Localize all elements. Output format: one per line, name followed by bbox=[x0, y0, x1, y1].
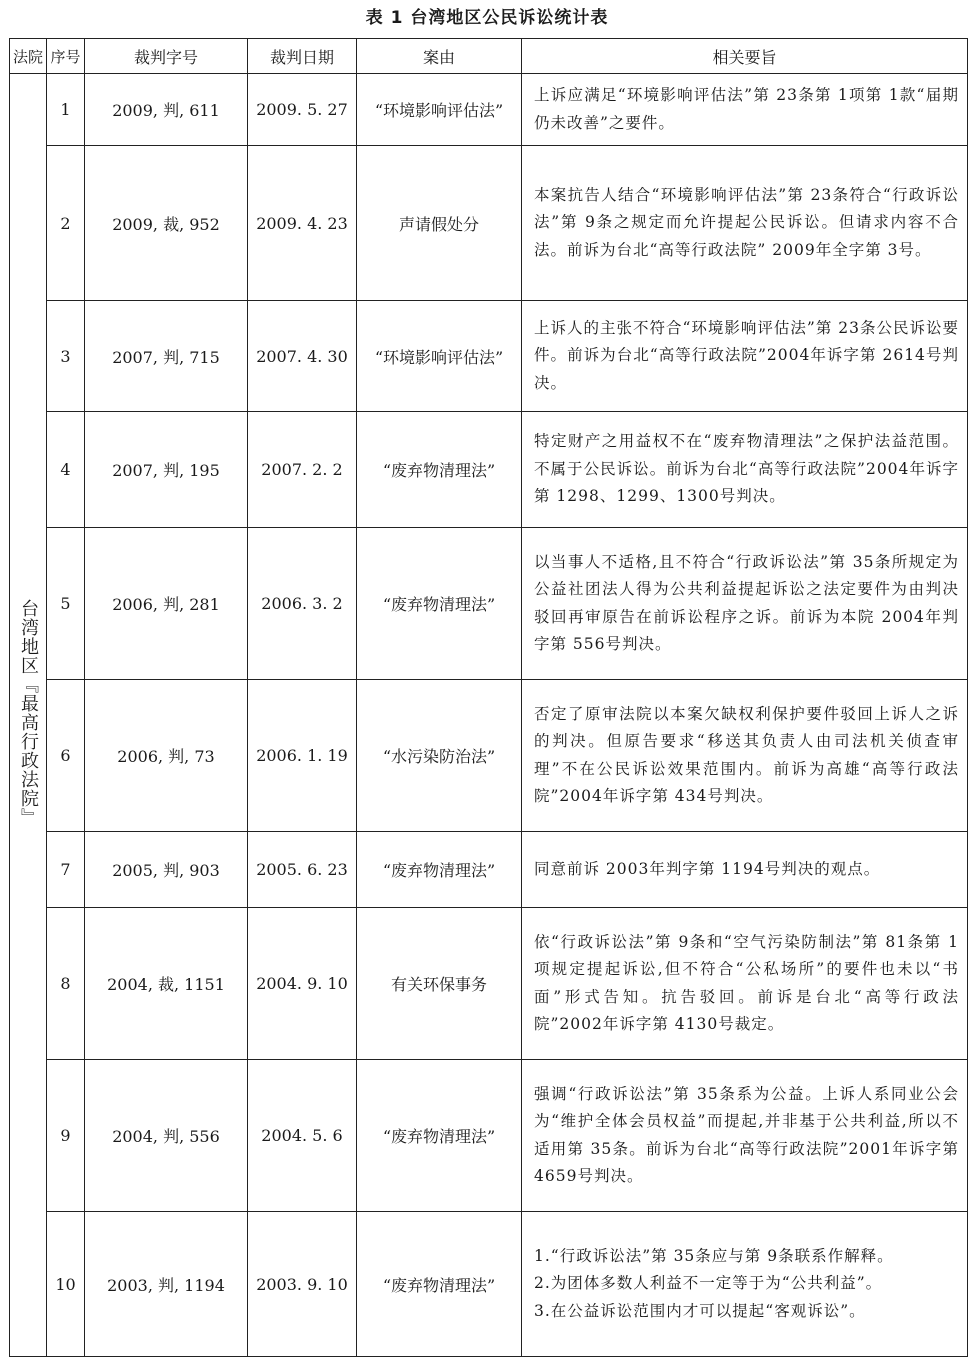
row-no: 9 bbox=[47, 1060, 85, 1212]
gist-line: 3.在公益诉讼范围内才可以提起“客观诉讼”。 bbox=[534, 1301, 866, 1320]
row-no: 3 bbox=[47, 301, 85, 412]
row-cause: 声请假处分 bbox=[357, 146, 522, 301]
row-cause: “废弃物清理法” bbox=[357, 412, 522, 528]
row-cause: “废弃物清理法” bbox=[357, 832, 522, 908]
row-date: 2006. 3. 2 bbox=[248, 528, 357, 680]
table-row bbox=[10, 908, 968, 1060]
row-no: 1 bbox=[47, 74, 85, 146]
row-ref: 2004, 判, 556 bbox=[85, 1060, 248, 1212]
row-cause: “环境影响评估法” bbox=[357, 301, 522, 412]
table-row bbox=[10, 412, 968, 528]
table-row bbox=[10, 146, 968, 301]
row-no: 8 bbox=[47, 908, 85, 1060]
row-cause: “水污染防治法” bbox=[357, 680, 522, 832]
table-row bbox=[10, 832, 968, 908]
row-gist: 同意前诉 2003年判字第 1194号判决的观点。 bbox=[522, 832, 968, 908]
lawsuit-statistics-table bbox=[9, 38, 968, 1357]
row-ref: 2006, 判, 73 bbox=[85, 680, 248, 832]
header-cause: 案由 bbox=[357, 39, 522, 74]
row-date: 2004. 5. 6 bbox=[248, 1060, 357, 1212]
court-cell bbox=[10, 74, 47, 1357]
row-date: 2005. 6. 23 bbox=[248, 832, 357, 908]
row-gist: 依“行政诉讼法”第 9条和“空气污染防制法”第 81条第 1项规定提起诉讼,但不符合“公私场所”的要件也未以“书面”形式告知。抗告驳回。前诉是台北“高等行政法院”2002年诉字第 4130号裁定。 bbox=[522, 908, 968, 1060]
row-cause: “废弃物清理法” bbox=[357, 1212, 522, 1357]
header-ref: 裁判字号 bbox=[85, 39, 248, 74]
row-gist: 以当事人不适格,且不符合“行政诉讼法”第 35条所规定为公益社团法人得为公共利益提起诉讼之法定要件为由判决驳回再审原告在前诉讼程序之诉。前诉为本院 2004年判字第 556号判决。 bbox=[522, 528, 968, 680]
table-row bbox=[10, 301, 968, 412]
table-row bbox=[10, 528, 968, 680]
row-date: 2003. 9. 10 bbox=[248, 1212, 357, 1357]
row-date: 2007. 4. 30 bbox=[248, 301, 357, 412]
row-gist: 本案抗告人结合“环境影响评估法”第 23条符合“行政诉讼法”第 9条之规定而允许提起公民诉讼。但请求内容不合法。前诉为台北“高等行政法院” 2009年全字第 3号。 bbox=[522, 146, 968, 301]
row-no: 2 bbox=[47, 146, 85, 301]
row-cause: “废弃物清理法” bbox=[357, 1060, 522, 1212]
court-name: 台湾地区『最高行政法院』 bbox=[18, 599, 39, 827]
row-ref: 2004, 裁, 1151 bbox=[85, 908, 248, 1060]
row-gist bbox=[522, 1212, 968, 1357]
header-court: 法院 bbox=[10, 39, 47, 74]
row-ref: 2007, 判, 195 bbox=[85, 412, 248, 528]
row-cause: “废弃物清理法” bbox=[357, 528, 522, 680]
row-no: 4 bbox=[47, 412, 85, 528]
row-no: 7 bbox=[47, 832, 85, 908]
row-date: 2007. 2. 2 bbox=[248, 412, 357, 528]
header-gist: 相关要旨 bbox=[522, 39, 968, 74]
row-ref: 2006, 判, 281 bbox=[85, 528, 248, 680]
header-no: 序号 bbox=[47, 39, 85, 74]
gist-line: 2.为团体多数人利益不一定等于为“公共利益”。 bbox=[534, 1274, 883, 1293]
table-row bbox=[10, 74, 968, 146]
header-date: 裁判日期 bbox=[248, 39, 357, 74]
table-row bbox=[10, 680, 968, 832]
row-cause: “环境影响评估法” bbox=[357, 74, 522, 146]
row-no: 5 bbox=[47, 528, 85, 680]
row-gist: 上诉人的主张不符合“环境影响评估法”第 23条公民诉讼要件。前诉为台北“高等行政法院”2004年诉字第 2614号判决。 bbox=[522, 301, 968, 412]
row-gist: 强调“行政诉讼法”第 35条系为公益。上诉人系同业公会为“维护全体会员权益”而提起,并非基于公共利益,所以不适用第 35条。前诉为台北“高等行政法院”2001年诉字第 4659号判决。 bbox=[522, 1060, 968, 1212]
row-ref: 2005, 判, 903 bbox=[85, 832, 248, 908]
row-no: 10 bbox=[47, 1212, 85, 1357]
row-no: 6 bbox=[47, 680, 85, 832]
table-row bbox=[10, 1060, 968, 1212]
row-ref: 2009, 裁, 952 bbox=[85, 146, 248, 301]
row-date: 2009. 5. 27 bbox=[248, 74, 357, 146]
row-cause: 有关环保事务 bbox=[357, 908, 522, 1060]
table-caption: 表 1 台湾地区公民诉讼统计表 bbox=[365, 8, 609, 28]
row-gist: 特定财产之用益权不在“废弃物清理法”之保护法益范围。不属于公民诉讼。前诉为台北“高等行政法院”2004年诉字第 1298、1299、1300号判决。 bbox=[522, 412, 968, 528]
gist-line: 1.“行政诉讼法”第 35条应与第 9条联系作解释。 bbox=[534, 1246, 894, 1265]
table-header-row bbox=[10, 39, 968, 74]
row-date: 2009. 4. 23 bbox=[248, 146, 357, 301]
row-date: 2006. 1. 19 bbox=[248, 680, 357, 832]
row-ref: 2003, 判, 1194 bbox=[85, 1212, 248, 1357]
row-gist: 上诉应满足“环境影响评估法”第 23条第 1项第 1款“届期仍未改善”之要件。 bbox=[522, 74, 968, 146]
row-date: 2004. 9. 10 bbox=[248, 908, 357, 1060]
row-ref: 2009, 判, 611 bbox=[85, 74, 248, 146]
row-gist: 否定了原审法院以本案欠缺权利保护要件驳回上诉人之诉的判决。但原告要求“移送其负责人由司法机关侦查审理”不在公民诉讼效果范围内。前诉为高雄“高等行政法院”2004年诉字第 434号判决。 bbox=[522, 680, 968, 832]
row-ref: 2007, 判, 715 bbox=[85, 301, 248, 412]
table-row bbox=[10, 1212, 968, 1357]
